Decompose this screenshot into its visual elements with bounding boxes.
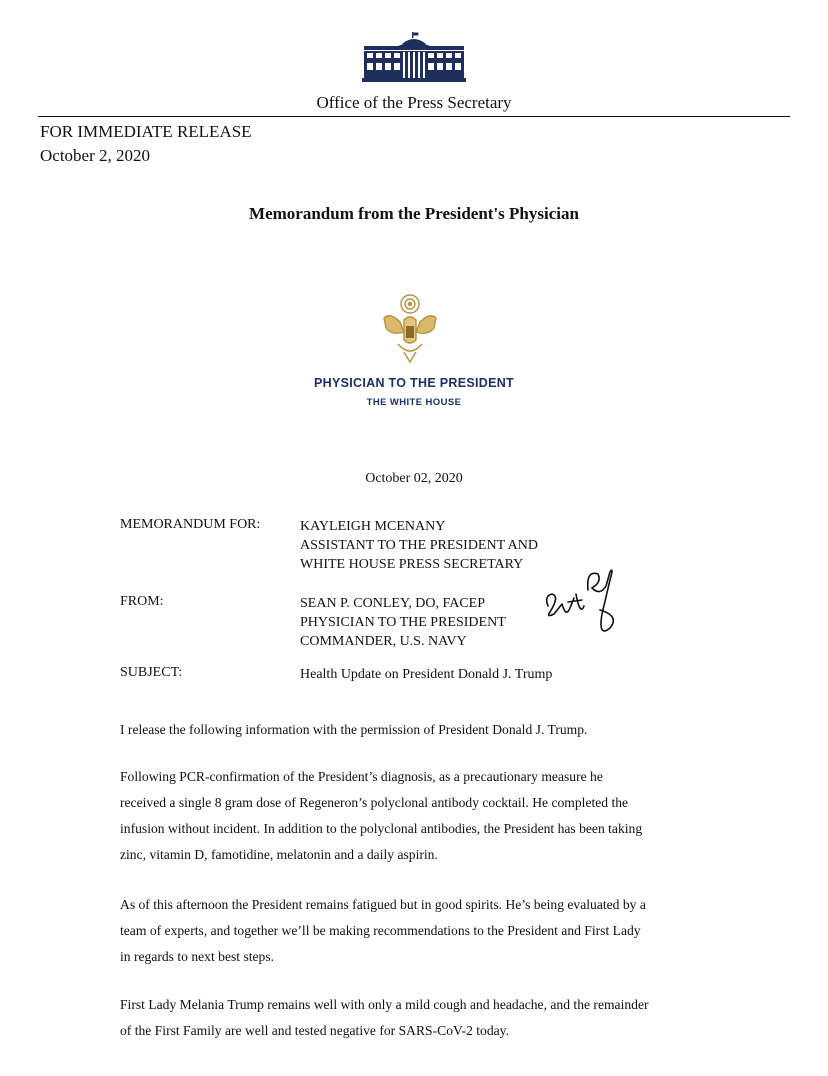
sender-line: PHYSICIAN TO THE PRESIDENT: [300, 615, 506, 630]
memo-subject: Health Update on President Donald J. Trump: [300, 667, 553, 682]
paragraph-line: in regards to next best steps.: [120, 949, 275, 964]
memo-title: Memorandum from the President's Physician: [249, 204, 579, 223]
memo-from-label: FROM:: [120, 594, 164, 609]
presidential-seal-eagle-icon: [378, 292, 442, 364]
memo-date: October 02, 2020: [365, 471, 463, 486]
recipient-line: WHITE HOUSE PRESS SECRETARY: [300, 557, 524, 572]
sender-line: SEAN P. CONLEY, DO, FACEP: [300, 596, 486, 611]
memo-from-sender: [300, 594, 506, 651]
paragraph-line: As of this afternoon the President remains fatigued but in good spirits. He’s being evaluated by a: [120, 897, 646, 912]
signature-icon: [540, 566, 640, 642]
paragraph-line: First Lady Melania Trump remains well with only a mild cough and headache, and the remainder: [120, 997, 649, 1012]
letterhead-subtitle: THE WHITE HOUSE: [366, 397, 462, 408]
paragraph-line: zinc, vitamin D, famotidine, melatonin and a daily aspirin.: [120, 847, 438, 862]
paragraph-line: team of experts, and together we’ll be making recommendations to the President and First Lady: [120, 923, 641, 938]
body-paragraph-1: [120, 717, 720, 743]
release-block: [40, 120, 252, 168]
memo-for-recipient: [300, 517, 538, 574]
paragraph-line: I release the following information with the permission of President Donald J. Trump.: [120, 722, 588, 737]
paragraph-line: received a single 8 gram dose of Regeneron’s polyclonal antibody cocktail. He completed the: [120, 795, 629, 810]
recipient-line: ASSISTANT TO THE PRESIDENT AND: [300, 538, 538, 553]
paragraph-line: infusion without incident. In addition to the polyclonal antibodies, the President has been taking: [120, 821, 643, 836]
sender-line: COMMANDER, U.S. NAVY: [300, 634, 467, 649]
release-date: October 2, 2020: [40, 146, 151, 165]
office-title: Office of the Press Secretary: [316, 93, 512, 112]
paragraph-line: of the First Family are well and tested negative for SARS-CoV-2 today.: [120, 1023, 509, 1038]
paragraph-line: Following PCR-confirmation of the President’s diagnosis, as a precautionary measure he: [120, 769, 603, 784]
memo-for-label: MEMORANDUM FOR:: [120, 517, 261, 532]
release-line: FOR IMMEDIATE RELEASE: [40, 122, 252, 141]
body-paragraph-2: [120, 764, 720, 868]
white-house-logo-icon: [362, 32, 466, 84]
recipient-line: KAYLEIGH MCENANY: [300, 519, 446, 534]
body-paragraph-4: [120, 992, 720, 1044]
memo-subject-label: SUBJECT:: [120, 665, 183, 680]
body-paragraph-3: [120, 892, 720, 970]
header-divider: [38, 116, 790, 117]
letterhead-title: PHYSICIAN TO THE PRESIDENT: [314, 376, 514, 390]
